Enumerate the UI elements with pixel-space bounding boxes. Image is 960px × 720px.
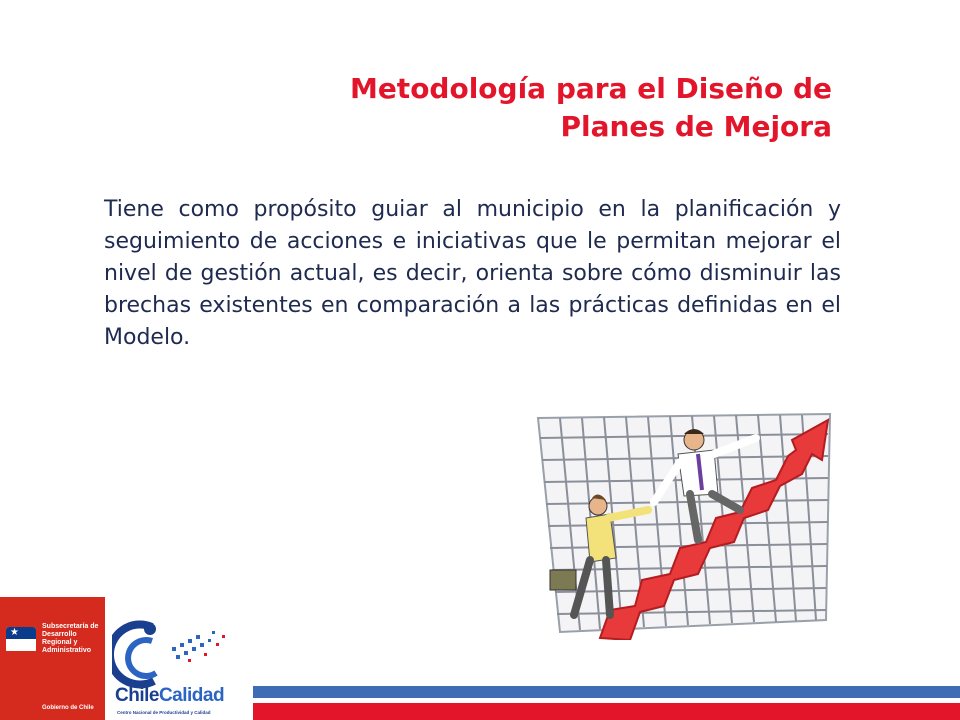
slide-title-line-1: Metodología para el Diseño de — [349, 72, 832, 105]
slide-title — [350, 70, 832, 146]
chilecalidad-name-part1: Chile — [115, 685, 159, 706]
footer-stripe-red — [253, 703, 960, 720]
chilecalidad-name — [115, 685, 224, 707]
gobierno-logo-footer: Gobierno de Chile — [42, 705, 94, 711]
chile-shield-icon: ★ — [6, 627, 36, 663]
gobierno-logo-text: Subsecretaría de Desarrollo Regional y Administrativo — [42, 623, 99, 654]
footer-stripe-blue — [253, 686, 960, 698]
chilecalidad-name-part2: Calidad — [158, 685, 225, 706]
slide-body-text: Tiene como propósito guiar al municipio en la planificación y seguimiento de acciones e iniciativas que le permitan mejorar el nivel de gestión actual, es decir, orienta sobre cómo disminuir las brechas existentes en comparación a las prácticas definidas en el Modelo. — [104, 197, 841, 350]
gobierno-de-chile-logo — [0, 597, 105, 720]
business-people-climbing-arrow-icon — [530, 410, 840, 640]
slide-title-line-2: Planes de Mejora — [560, 110, 832, 143]
chilecalidad-subtitle: Centro Nacional de Productividad y Calidad — [117, 710, 211, 715]
